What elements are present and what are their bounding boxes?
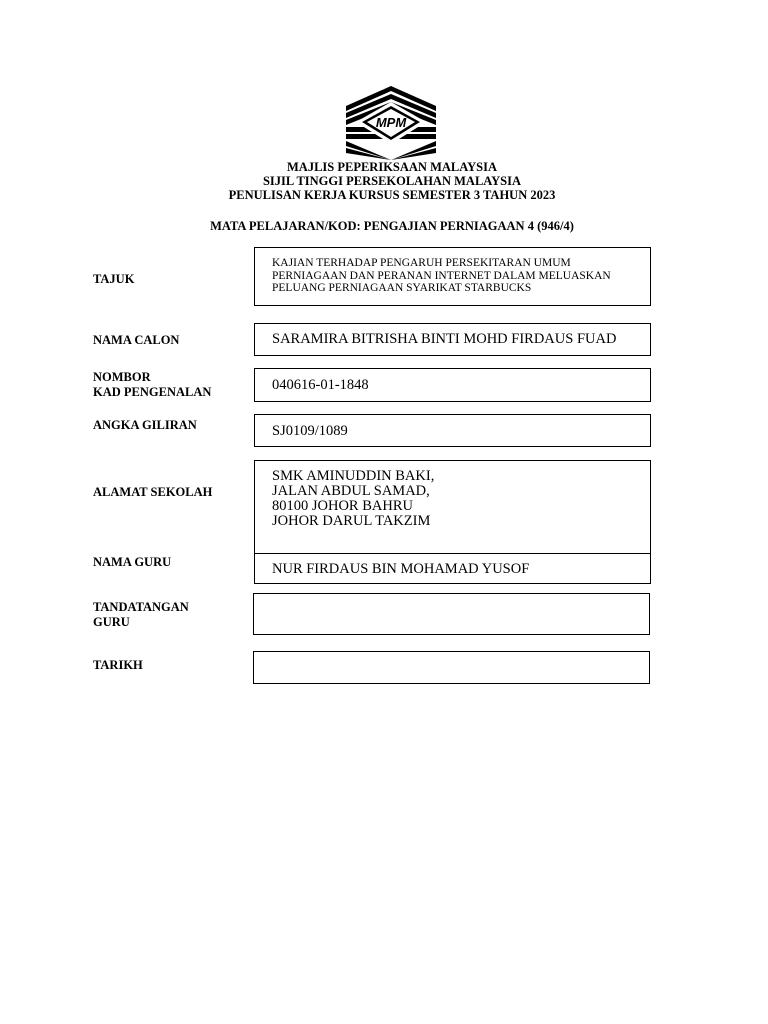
tandatangan-guru-field[interactable] (253, 593, 650, 635)
angka-giliran-value: SJ0109/1089 (272, 423, 348, 439)
tajuk-line-3: PELUANG PERNIAGAAN SYARIKAT STARBUCKS (272, 282, 532, 294)
tarikh-field[interactable] (253, 651, 650, 684)
tajuk-line-1: KAJIAN TERHADAP PENGARUH PERSEKITARAN UMUM (272, 257, 571, 269)
tajuk-line-2: PERNIAGAAN DAN PERANAN INTERNET DALAM MELUASKAN (272, 269, 611, 282)
label-nombor-kp-line-1: NOMBOR (93, 370, 151, 384)
label-tandatangan-line-2: GURU (93, 614, 130, 629)
label-alamat-sekolah: ALAMAT SEKOLAH (93, 485, 213, 499)
label-tandatangan-guru (93, 600, 189, 629)
label-tandatangan-line-1: TANDATANGAN (93, 600, 189, 614)
label-nama-calon: NAMA CALON (93, 333, 180, 347)
alamat-line-3: 80100 JOHOR BAHRU (272, 498, 413, 514)
nama-guru-value: NUR FIRDAUS BIN MOHAMAD YUSOF (272, 561, 530, 577)
header-line-3: PENULISAN KERJA KURSUS SEMESTER 3 TAHUN 2023 (228, 188, 556, 202)
label-angka-giliran: ANGKA GILIRAN (93, 418, 197, 432)
alamat-line-1: SMK AMINUDDIN BAKI, (272, 468, 435, 484)
header-line-1: MAJLIS PEPERIKSAAN MALAYSIA (287, 160, 497, 174)
tajuk-value (272, 257, 611, 295)
nama-calon-value: SARAMIRA BITRISHA BINTI MOHD FIRDAUS FUAD (272, 331, 617, 347)
subject-code: MATA PELAJARAN/KOD: PENGAJIAN PERNIAGAAN 4 (946/4) (210, 219, 574, 233)
label-nombor-kp (93, 370, 211, 399)
label-tajuk: TAJUK (93, 272, 135, 286)
alamat-line-4: JOHOR DARUL TAKZIM (272, 513, 431, 529)
logo-text: MPM (375, 115, 407, 130)
label-nama-guru: NAMA GURU (93, 555, 172, 569)
nombor-kp-value: 040616-01-1848 (272, 377, 369, 393)
alamat-sekolah-value (272, 469, 434, 529)
label-tarikh: TARIKH (93, 658, 143, 672)
label-nombor-kp-line-2: KAD PENGENALAN (93, 384, 212, 399)
header-line-2: SIJIL TINGGI PERSEKOLAHAN MALAYSIA (262, 174, 522, 188)
alamat-line-2: JALAN ABDUL SAMAD, (272, 483, 430, 499)
alamat-guru-divider (254, 553, 651, 554)
mpm-logo-icon (346, 86, 436, 160)
